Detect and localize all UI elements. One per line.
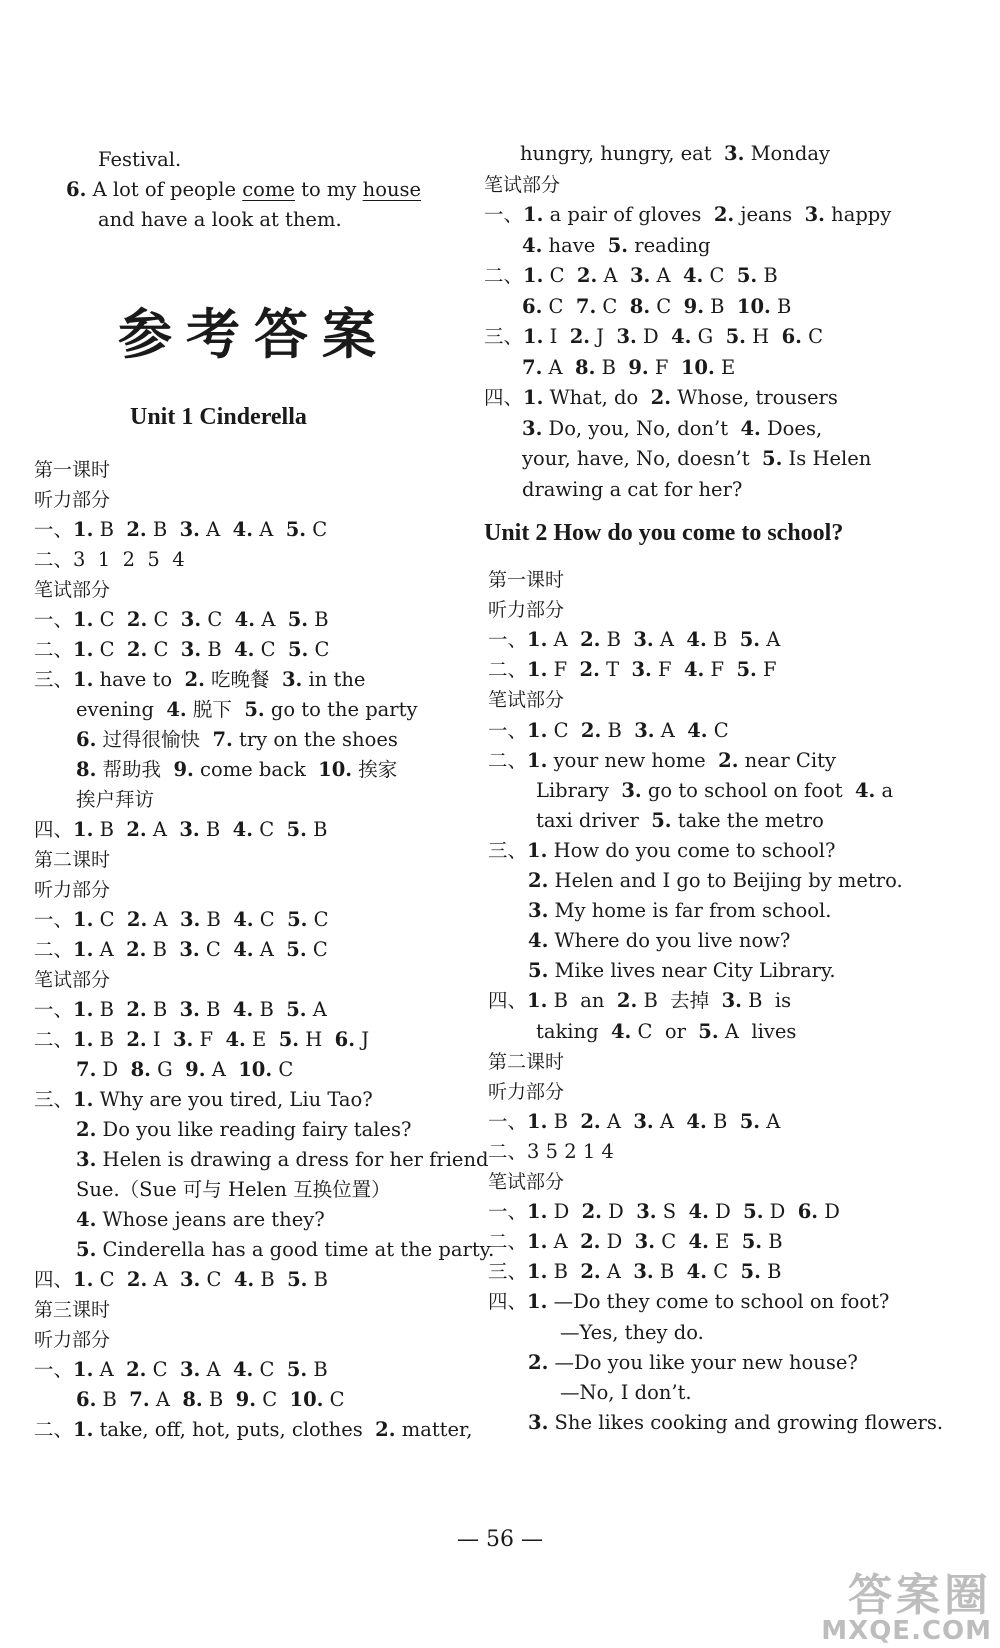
answer-line: 一、1. A 2. C 3. A 4. C 5. B bbox=[34, 1358, 328, 1381]
answer-line: 四、1. What, do 2. Whose, trousers bbox=[484, 386, 838, 409]
answer-line: 听力部分 bbox=[34, 879, 111, 901]
answer-line: 听力部分 bbox=[488, 599, 565, 622]
answer-line: 一、1. B 2. B 3. A 4. A 5. C bbox=[34, 518, 328, 541]
answer-line: 四、1. B 2. A 3. B 4. C 5. B bbox=[34, 818, 328, 841]
answer-line: 2. Do you like reading fairy tales? bbox=[76, 1118, 412, 1141]
answer-line: 笔试部分 bbox=[34, 969, 111, 991]
answer-line: 二、1. C 2. A 3. A 4. C 5. B bbox=[484, 264, 778, 287]
answer-line: 6. 过得很愉快 7. try on the shoes bbox=[76, 728, 398, 751]
answer-line: taking 4. C or 5. A lives bbox=[536, 1019, 797, 1043]
answer-line: 四、1. B an 2. B 去掉 3. B is bbox=[488, 989, 792, 1013]
answer-line: 三、1. How do you come to school? bbox=[488, 838, 836, 862]
answer-line: hungry, hungry, eat 3. Monday bbox=[520, 142, 830, 165]
answer-line: 第三课时 bbox=[34, 1299, 111, 1321]
answer-line: 四、1. —Do they come to school on foot? bbox=[488, 1290, 890, 1314]
answer-line: 一、1. B 2. A 3. A 4. B 5. A bbox=[488, 1109, 781, 1133]
answer-line: 二、1. B 2. I 3. F 4. E 5. H 6. J bbox=[34, 1028, 370, 1051]
q6-number: 6. bbox=[66, 178, 87, 201]
answer-line: 四、1. C 2. A 3. C 4. B 5. B bbox=[34, 1268, 328, 1291]
answer-line: 一、1. a pair of gloves 2. jeans 3. happy bbox=[484, 203, 892, 226]
answer-line: 听力部分 bbox=[34, 489, 111, 511]
page-number: — 56 — bbox=[457, 1527, 543, 1552]
answer-line: 一、1. C 2. B 3. A 4. C bbox=[488, 718, 729, 742]
q6-text-b: to my bbox=[301, 178, 357, 201]
answer-line: 3. Do, you, No, don’t 4. Does, bbox=[522, 416, 823, 440]
q6-text-a: A lot of people bbox=[92, 178, 237, 201]
answers-title: 参考答案 bbox=[118, 303, 390, 366]
answer-line: 3. Helen is drawing a dress for her friend bbox=[76, 1148, 489, 1171]
answer-line: 一、1. C 2. C 3. C 4. A 5. B bbox=[34, 608, 329, 631]
answer-line: 3. My home is far from school. bbox=[528, 899, 832, 923]
answer-line: 笔试部分 bbox=[488, 689, 565, 712]
answer-line: 二、1. A 2. D 3. C 4. E 5. B bbox=[488, 1230, 783, 1254]
answer-line: 8. 帮助我 9. come back 10. 挨家 bbox=[76, 758, 398, 781]
answer-line: 6. C 7. C 8. C 9. B 10. B bbox=[522, 294, 792, 318]
watermark-line-1: 答案圈 bbox=[848, 1570, 992, 1621]
answer-line: your, have, No, doesn’t 5. Is Helen bbox=[522, 447, 872, 470]
answer-line: 第一课时 bbox=[488, 569, 565, 591]
answer-line: 二、1. C 2. C 3. B 4. C 5. C bbox=[34, 638, 330, 661]
answer-line: Library 3. go to school on foot 4. a bbox=[536, 778, 894, 802]
answer-line: 2. —Do you like your new house? bbox=[528, 1350, 858, 1374]
watermark-logo bbox=[821, 1570, 992, 1646]
answer-line: 第二课时 bbox=[34, 849, 111, 871]
answer-line: 二、1. your new home 2. near City bbox=[488, 748, 836, 772]
answer-line: 4. Whose jeans are they? bbox=[76, 1208, 325, 1231]
answer-line: drawing a cat for her? bbox=[522, 477, 743, 501]
answer-line: 二、1. take, off, hot, puts, clothes 2. matter, bbox=[34, 1418, 473, 1441]
answer-line: 第一课时 bbox=[34, 459, 111, 481]
answer-line: 一、1. C 2. A 3. B 4. C 5. C bbox=[34, 908, 329, 931]
answer-line: 三、1. have to 2. 吃晚餐 3. in the bbox=[34, 668, 366, 691]
answer-line: 6. B 7. A 8. B 9. C 10. C bbox=[76, 1388, 345, 1411]
intro-q6-line bbox=[66, 176, 421, 204]
answer-line: 3. She likes cooking and growing flowers. bbox=[528, 1410, 944, 1434]
answer-line: evening 4. 脱下 5. go to the party bbox=[76, 698, 418, 721]
answer-line: 听力部分 bbox=[34, 1329, 111, 1351]
answer-line: 二、1. F 2. T 3. F 4. F 5. F bbox=[488, 658, 777, 682]
answer-line: 7. A 8. B 9. F 10. E bbox=[522, 355, 736, 379]
answer-line: 4. Where do you live now? bbox=[528, 929, 791, 953]
q6-word-come: come bbox=[242, 178, 295, 201]
answer-line: 第二课时 bbox=[488, 1050, 565, 1073]
answer-line: 一、1. A 2. B 3. A 4. B 5. A bbox=[488, 628, 781, 652]
answer-line: 三、1. I 2. J 3. D 4. G 5. H 6. C bbox=[484, 325, 824, 348]
intro-q6-line-2: and have a look at them. bbox=[98, 208, 342, 231]
intro-line-1: Festival. bbox=[98, 148, 182, 171]
answer-line: 一、1. D 2. D 3. S 4. D 5. D 6. D bbox=[488, 1200, 840, 1224]
watermark-line-2: MXQE.COM bbox=[821, 1616, 992, 1646]
answer-line: 5. Cinderella has a good time at the party. bbox=[76, 1238, 495, 1261]
answer-line: 二、1. A 2. B 3. C 4. A 5. C bbox=[34, 938, 328, 961]
unit2-title: Unit 2 How do you come to school? bbox=[484, 520, 844, 546]
answer-line: 2. Helen and I go to Beijing by metro. bbox=[528, 869, 903, 892]
answer-line: 笔试部分 bbox=[488, 1171, 565, 1193]
q6-word-house: house bbox=[362, 178, 422, 201]
answer-line: 4. have 5. reading bbox=[522, 233, 711, 257]
answer-line: 一、1. B 2. B 3. B 4. B 5. A bbox=[34, 998, 327, 1021]
answer-line: 二、3 5 2 1 4 bbox=[488, 1139, 614, 1163]
answer-line: taxi driver 5. take the metro bbox=[536, 808, 824, 832]
answer-line: 二、3 1 2 5 4 bbox=[34, 548, 185, 571]
answer-line: 听力部分 bbox=[488, 1080, 565, 1103]
answer-line: —Yes, they do. bbox=[560, 1320, 704, 1344]
answer-line: Sue.（Sue 可与 Helen 互换位置） bbox=[76, 1178, 391, 1201]
answer-line: 笔试部分 bbox=[484, 173, 561, 196]
answer-line: 三、1. B 2. A 3. B 4. C 5. B bbox=[488, 1260, 782, 1284]
answer-line: —No, I don’t. bbox=[560, 1380, 692, 1404]
answer-line: 挨户拜访 bbox=[76, 788, 155, 811]
answer-line: 三、1. Why are you tired, Liu Tao? bbox=[34, 1088, 373, 1111]
answer-line: 5. Mike lives near City Library. bbox=[528, 959, 836, 983]
unit1-title: Unit 1 Cinderella bbox=[130, 404, 307, 430]
answer-line: 7. D 8. G 9. A 10. C bbox=[76, 1058, 294, 1081]
answer-line: 笔试部分 bbox=[34, 579, 111, 601]
